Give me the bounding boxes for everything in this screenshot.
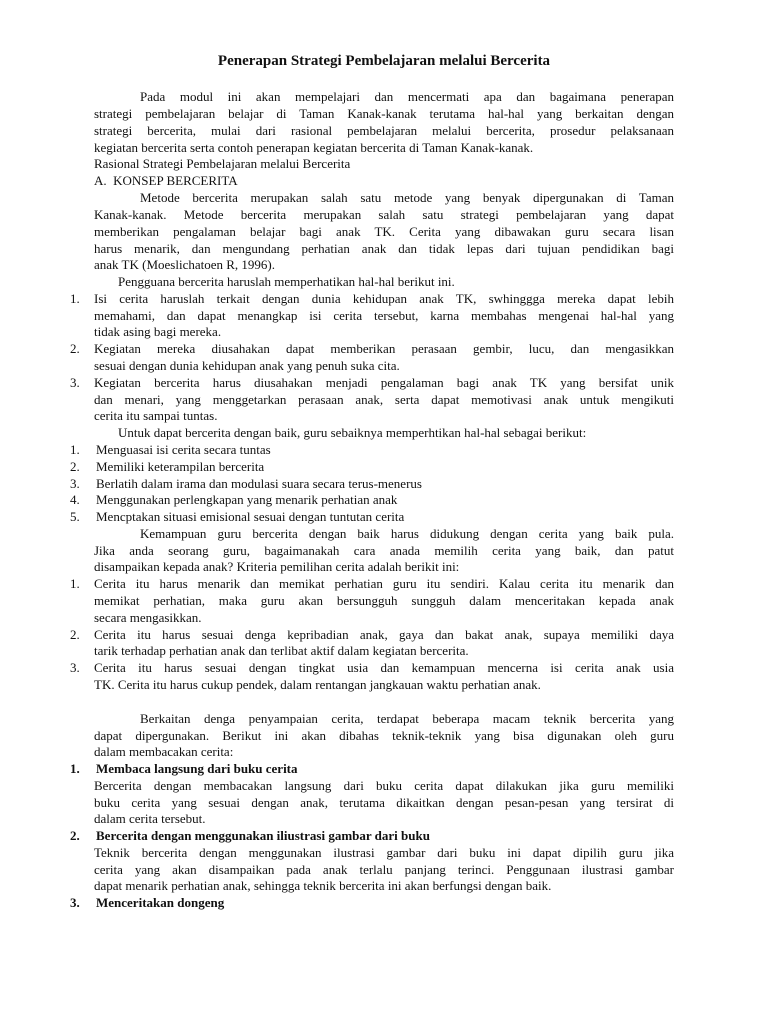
konsep-line: anak TK (Moeslichatoen R, 1996). (94, 257, 275, 272)
intro-line: Pada modul ini akan mempelajari dan mencermati apa dan bagaimana penerapan (140, 89, 674, 104)
technique-line: buku cerita yang sesuai dengan anak, terutama dikaitkan dengan pesan-pesan yang tersirat di (94, 795, 674, 810)
list-item: Menggunakan perlengkapan yang menarik perhatian anak (96, 492, 398, 507)
list-item: Mencptakan situasi emisional sesuai dengan tuntutan cerita (96, 509, 405, 524)
list-number: 2. (70, 459, 80, 474)
list-item-line: dan menari, yang menggetarkan perasaan anak, serta dapat memotivasi anak untuk mengikuti (94, 392, 674, 407)
pengguna-lead: Pengguana bercerita haruslah memperhatikan hal-hal berikut ini. (118, 274, 455, 289)
kemampuan-line: disampaikan kepada anak? Kriteria pemilihan cerita adalah berikit ini: (94, 559, 460, 574)
konsep-line: harus menarik, dan mengundang perhatian anak dan tidak lepas dari tujuan pendidikan bagi (94, 241, 674, 256)
technique-number: 3. (70, 895, 80, 910)
untuk-lead: Untuk dapat bercerita dengan baik, guru sebaiknya memperhtikan hal-hal sebagai berikut: (118, 425, 587, 440)
konsep-line: memberikan pengalaman belajar bagi anak TK. Cerita yang dibawakan guru secara lisan (94, 224, 674, 239)
list-item-line: Kegiatan bercerita harus diusahakan menjadi pengalaman bagi anak TK yang bersifat unik (94, 375, 674, 390)
list-item: Menguasai isi cerita secara tuntas (96, 442, 271, 457)
list-item-line: memahami, dan dapat menangkap isi cerita tersebut, karna membahas mengenai hal-hal yang (94, 308, 674, 323)
kemampuan-line: Kemampuan guru bercerita dengan baik harus didukung dengan cerita yang baik pula. (140, 526, 674, 541)
list-number: 2. (70, 341, 80, 356)
list-item-line: Cerita itu harus menarik dan memikat perhatian guru itu sendiri. Kalau cerita itu menarik dan (94, 576, 674, 591)
list-number: 3. (70, 375, 80, 390)
list-number: 1. (70, 291, 80, 306)
list-item: Memiliki keterampilan bercerita (96, 459, 265, 474)
list-item: Berlatih dalam irama dan modulasi suara secara terus-menerus (96, 476, 422, 491)
list-number: 3. (70, 660, 80, 675)
list-item-line: TK. Cerita itu harus cukup pendek, dalam rentangan jangkauan waktu perhatian anak. (94, 677, 541, 692)
berkaitan-line: dapat dipergunakan. Berikut ini akan dibahas teknik-teknik yang bisa digunakan oleh guru (94, 728, 674, 743)
section-heading: Rasional Strategi Pembelajaran melalui Bercerita (94, 156, 351, 171)
list-item-line: memikat perhatian, maka guru akan bersungguh sungguh dalam menceritakan kepada anak (94, 593, 674, 608)
technique-heading: Bercerita dengan menggunakan iliustrasi gambar dari buku (96, 828, 430, 843)
technique-line: Teknik bercerita dengan menggunakan ilustrasi gambar dari buku ini dapat dipilih guru jika (94, 845, 674, 860)
list-number: 1. (70, 442, 80, 457)
list-number: 1. (70, 576, 80, 591)
technique-line: Bercerita dengan membacakan langsung dari buku cerita dapat dilakukan jika guru memiliki (94, 778, 674, 793)
list-number: 5. (70, 509, 80, 524)
list-item-line: secara mengasikkan. (94, 610, 202, 625)
subheading-konsep: A. KONSEP BERCERITA (94, 173, 238, 188)
intro-line: strategi bercerita, mulai dari rasional pembelajaran melalui bercerita, prosedur pelaksanaan (94, 123, 674, 138)
technique-line: dapat menarik perhatian anak, sehingga teknik bercerita ini akan berfungsi dengan baik. (94, 878, 552, 893)
list-item-line: Cerita itu harus sesuai dengan tingkat usia dan kemampuan mencerna isi cerita anak usia (94, 660, 674, 675)
list-number: 3. (70, 476, 80, 491)
list-item-line: cerita itu sampai tuntas. (94, 408, 218, 423)
list-item-line: Kegiatan mereka diusahakan dapat memberikan perasaan gembir, lucu, dan mengasikkan (94, 341, 674, 356)
technique-number: 2. (70, 828, 80, 843)
konsep-line: Metode bercerita merupakan salah satu metode yang benyak dipergunakan di Taman (140, 190, 674, 205)
list-item-line: Cerita itu harus sesuai denga kepribadian anak, gaya dan bakat anak, supaya memiliki daya (94, 627, 674, 642)
document-title: Penerapan Strategi Pembelajaran melalui Bercerita (217, 53, 551, 69)
technique-heading: Membaca langsung dari buku cerita (96, 761, 298, 776)
list-item-line: sesuai dengan dunia kehidupan anak yang penuh suka cita. (94, 358, 400, 373)
kemampuan-line: Jika anda seorang guru, bagaimanakah cara anada memilih cerita yang baik, dan patut (94, 543, 674, 558)
list-number: 4. (70, 492, 80, 507)
technique-number: 1. (70, 761, 80, 776)
technique-heading: Menceritakan dongeng (96, 895, 225, 910)
list-number: 2. (70, 627, 80, 642)
list-item-line: tidak asing bagi mereka. (94, 324, 222, 339)
technique-line: cerita yang akan disampaikan pada anak terlalu panjang terinci. Penggunaan ilustrasi gambar (94, 862, 674, 877)
berkaitan-line: dalam membacakan cerita: (94, 744, 234, 759)
technique-line: dalam cerita tersebut. (94, 811, 206, 826)
konsep-line: Kanak-kanak. Metode bercerita merupakan salah satu strategi pembelajaran yang dapat (94, 207, 674, 222)
list-item-line: tarik terhadap perhatian anak dan terlibat aktif dalam kegiatan bercerita. (94, 643, 469, 658)
list-item-line: Isi cerita haruslah terkait dengan dunia kehidupan anak TK, swhinggga mereka dapat lebih (94, 291, 674, 306)
intro-line: strategi pembelajaran belajar di Taman Kanak-kanak terutama hal-hal yang berkaitan dengan (94, 106, 674, 121)
berkaitan-line: Berkaitan denga penyampaian cerita, terdapat beberapa macam teknik bercerita yang (140, 711, 674, 726)
intro-line: kegiatan bercerita serta contoh penerapan kegiatan bercerita di Taman Kanak-kanak. (94, 140, 534, 155)
